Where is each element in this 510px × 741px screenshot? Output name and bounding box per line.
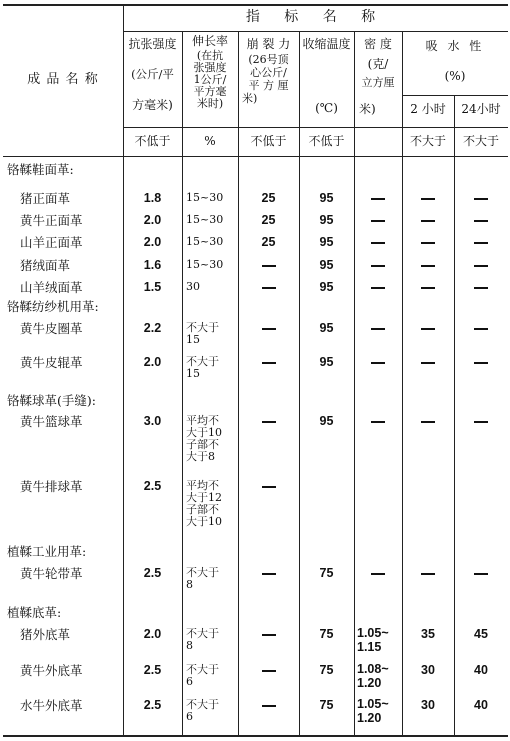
tensile-header-2: (公斤/平: [131, 67, 174, 81]
col-sep-1: [123, 4, 124, 735]
tensile-value: 2.5: [143, 698, 162, 712]
burst-value: 25: [261, 191, 276, 205]
absorb-24h-value-dash: [474, 362, 488, 364]
elongation-value: 大于10: [186, 426, 222, 439]
tensile-value: 2.0: [143, 627, 162, 641]
elongation-header-6: 米时): [196, 97, 224, 110]
tensile-header-1: 抗张强度: [128, 37, 177, 51]
absorb-24h-value: 45: [474, 627, 488, 641]
burst-value: 25: [261, 213, 276, 227]
elongation-value: 6: [186, 675, 193, 688]
shrink-value: 95: [319, 191, 334, 205]
tensile-header-3: 方毫米): [132, 98, 173, 112]
density-value: 1.05~: [357, 697, 389, 711]
indicator-rule: [123, 31, 508, 32]
elongation-value: 大于10: [186, 515, 222, 528]
elongation-header-4: 1公斤/: [193, 73, 227, 86]
product-name: 猪绒面革: [20, 258, 71, 273]
tensile-value: 1.5: [143, 280, 162, 294]
density-value-dash: [371, 362, 385, 364]
tensile-value: 2.0: [143, 213, 162, 227]
shrink-value: 95: [319, 280, 334, 294]
burst-value-dash: [262, 634, 276, 636]
col-sep-5: [354, 31, 355, 735]
section-title: 铬鞣纺纱机用革:: [7, 299, 99, 314]
elongation-value: 8: [186, 639, 193, 652]
shrink-value: 75: [319, 698, 334, 712]
burst-value: 25: [261, 235, 276, 249]
elongation-value: 子部不: [186, 438, 219, 451]
elongation-header-1: 伸长率: [191, 34, 228, 48]
shrink-value: 95: [319, 321, 334, 335]
product-name: 猪正面革: [20, 191, 71, 206]
tensile-value: 2.5: [143, 479, 162, 493]
product-name: 山羊正面革: [20, 235, 83, 250]
burst-header-1: 崩 裂 力: [246, 37, 291, 51]
shrink-value: 75: [319, 627, 334, 641]
shrink-value: 95: [319, 355, 334, 369]
elongation-value: 15~30: [186, 213, 224, 226]
absorb-24h-value-dash: [474, 265, 488, 267]
absorb-24h-value: 40: [474, 663, 488, 677]
shrink-header-2: (℃): [315, 101, 338, 115]
burst-header-3: 心公斤/: [250, 66, 287, 79]
burst-header-5: 米): [242, 92, 258, 105]
indicator-name-header: 指 标 名 称: [245, 9, 386, 25]
product-name: 黄牛正面革: [20, 213, 83, 228]
unit-shrink: 不低于: [308, 134, 345, 148]
burst-value-dash: [262, 287, 276, 289]
density-value: 1.20: [357, 676, 382, 690]
burst-header-4: 平 方 厘: [248, 79, 289, 92]
elongation-value: 不大于: [186, 321, 219, 334]
absorb-2h-value: 35: [421, 627, 435, 641]
burst-value-dash: [262, 573, 276, 575]
elongation-value: 不大于: [186, 698, 219, 711]
density-value-dash: [371, 287, 385, 289]
table-bottom-rule: [3, 735, 508, 737]
tensile-value: 2.5: [143, 566, 162, 580]
unit-top-rule: [123, 127, 508, 128]
elongation-value: 6: [186, 710, 193, 723]
elongation-header-2: (在抗: [196, 49, 224, 62]
density-value-dash: [371, 265, 385, 267]
burst-value-dash: [262, 705, 276, 707]
unit-absorb-24h: 不大于: [462, 134, 499, 148]
product-name-header: 成 品 名 称: [27, 72, 99, 87]
absorb-2h-value-dash: [421, 328, 435, 330]
product-name: 黄牛外底革: [20, 663, 83, 678]
density-value: 1.08~: [357, 662, 389, 676]
density-value-dash: [371, 198, 385, 200]
density-value-dash: [371, 573, 385, 575]
elongation-value: 15~30: [186, 235, 224, 248]
product-name: 水牛外底革: [20, 698, 83, 713]
table-top-rule: [3, 4, 508, 6]
elongation-value: 大于12: [186, 491, 222, 504]
product-name: 黄牛皮辊革: [20, 355, 83, 370]
product-name: 黄牛排球革: [20, 479, 83, 494]
absorb-24h-value-dash: [474, 421, 488, 423]
elongation-value: 8: [186, 578, 193, 591]
absorb-2h-value-dash: [421, 362, 435, 364]
density-value: 1.20: [357, 711, 382, 725]
density-value-dash: [371, 242, 385, 244]
shrink-value: 95: [319, 258, 334, 272]
elongation-value: 不大于: [186, 663, 219, 676]
absorb-rule: [402, 95, 508, 96]
product-name: 猪外底革: [20, 627, 71, 642]
elongation-value: 15: [186, 367, 200, 380]
absorb-24h-value-dash: [474, 242, 488, 244]
burst-value-dash: [262, 486, 276, 488]
shrink-value: 75: [319, 566, 334, 580]
elongation-value: 不大于: [186, 355, 219, 368]
tensile-value: 2.0: [143, 235, 162, 249]
absorb-2h-value-dash: [421, 421, 435, 423]
unit-burst: 不低于: [250, 134, 287, 148]
density-header-2: (克/: [367, 57, 389, 71]
burst-value-dash: [262, 362, 276, 364]
tensile-value: 2.0: [143, 355, 162, 369]
section-title: 植鞣底革:: [7, 605, 62, 620]
shrink-value: 95: [319, 213, 334, 227]
absorb-2h-value-dash: [421, 220, 435, 222]
absorb-header-2: (%): [444, 69, 466, 83]
absorb-24h-value-dash: [474, 328, 488, 330]
product-name: 黄牛皮圈革: [20, 321, 83, 336]
elongation-header-3: 张强度: [193, 61, 227, 74]
absorb-2h-value-dash: [421, 287, 435, 289]
elongation-value: 子部不: [186, 503, 219, 516]
absorb-2h-value-dash: [421, 198, 435, 200]
section-title: 植鞣工业用革:: [7, 544, 87, 559]
unit-tensile: 不低于: [134, 134, 171, 148]
absorb-24h-value-dash: [474, 573, 488, 575]
burst-header-2: (26号顶: [248, 53, 289, 66]
shrink-header-1: 收缩温度: [302, 37, 351, 51]
unit-absorb-2h: 不大于: [409, 134, 446, 148]
density-value-dash: [371, 220, 385, 222]
tensile-value: 2.2: [143, 321, 162, 335]
absorb-2h-value-dash: [421, 242, 435, 244]
density-header-3: 立方厘: [361, 76, 395, 89]
elongation-value: 大于8: [186, 450, 215, 463]
density-value: 1.05~: [357, 626, 389, 640]
density-value: 1.15: [357, 640, 382, 654]
elongation-value: 平均不: [186, 414, 219, 427]
density-value-dash: [371, 421, 385, 423]
section-title: 铬鞣球革(手缝):: [7, 393, 96, 408]
absorb-2h-value: 30: [421, 663, 435, 677]
absorb-header-1: 吸 水 性: [425, 39, 485, 53]
elongation-value: 不大于: [186, 627, 219, 640]
elongation-header-5: 平方毫: [193, 85, 227, 98]
burst-value-dash: [262, 265, 276, 267]
elongation-value: 平均不: [186, 479, 219, 492]
product-name: 黄牛轮带革: [20, 566, 83, 581]
absorb-2h-value: 30: [421, 698, 435, 712]
absorb-24h-value-dash: [474, 220, 488, 222]
burst-value-dash: [262, 670, 276, 672]
elongation-value: 15~30: [186, 258, 224, 271]
product-name: 山羊绒面革: [20, 280, 83, 295]
elongation-value: 15: [186, 333, 200, 346]
density-value-dash: [371, 328, 385, 330]
density-header-1: 密 度: [364, 37, 392, 51]
absorb-24h-value-dash: [474, 198, 488, 200]
tensile-value: 2.5: [143, 663, 162, 677]
tensile-value: 1.6: [143, 258, 162, 272]
density-header-4: 米): [359, 102, 376, 116]
elongation-value: 15~30: [186, 191, 224, 204]
absorb-2h-header: 2 小时: [410, 102, 446, 116]
shrink-value: 95: [319, 414, 334, 428]
absorb-24h-value-dash: [474, 287, 488, 289]
absorb-2h-value-dash: [421, 265, 435, 267]
tensile-value: 3.0: [143, 414, 162, 428]
header-bottom-rule: [3, 156, 508, 157]
absorb-24h-value: 40: [474, 698, 488, 712]
section-title: 铬鞣鞋面革:: [7, 162, 74, 177]
burst-value-dash: [262, 421, 276, 423]
shrink-value: 95: [319, 235, 334, 249]
tensile-value: 1.8: [143, 191, 162, 205]
burst-value-dash: [262, 328, 276, 330]
absorb-2h-value-dash: [421, 573, 435, 575]
shrink-value: 75: [319, 663, 334, 677]
elongation-value: 30: [186, 280, 200, 293]
product-name: 黄牛篮球革: [20, 414, 83, 429]
unit-elongation: %: [204, 134, 216, 148]
absorb-24h-header: 24小时: [461, 102, 501, 116]
elongation-value: 不大于: [186, 566, 219, 579]
